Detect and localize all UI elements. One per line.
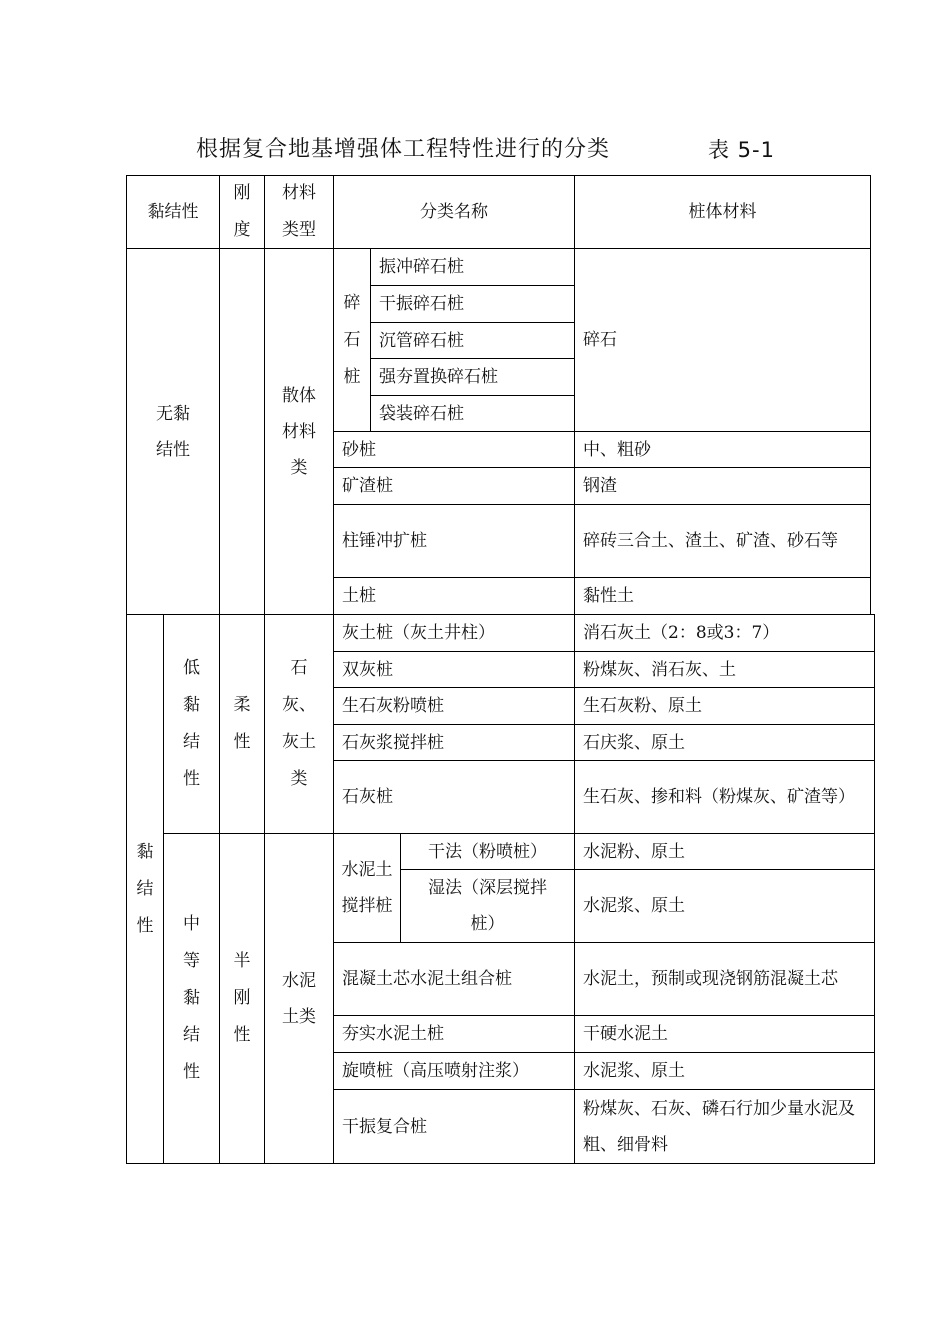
- header-adhesion: 黏结性: [126, 175, 220, 249]
- group1-stiffness-empty: [219, 248, 265, 615]
- table-row-material: 水泥土，预制或现浇钢筋混凝土芯: [574, 942, 875, 1016]
- group1-material-type: 散体材料类: [264, 248, 334, 615]
- table-row-name: 石灰桩: [333, 760, 575, 834]
- mid-stiffness: 半刚性: [219, 833, 265, 1164]
- table-row-name: 干振复合桩: [333, 1089, 575, 1164]
- table-row-name: 砂桩: [333, 431, 575, 468]
- table-row-name: 矿渣桩: [333, 467, 575, 505]
- header-material-type: 材料类型: [264, 175, 334, 249]
- header-category-name: 分类名称: [333, 175, 575, 249]
- gravel-item: 强夯置换碎石桩: [370, 358, 575, 396]
- cement-mixing-pile-label: 水泥土搅拌桩: [333, 833, 401, 943]
- gravel-item: 袋装碎石桩: [370, 395, 575, 432]
- table-row-material: 消石灰土（2：8或3：7）: [574, 614, 875, 652]
- table-row-name: 双灰桩: [333, 651, 575, 688]
- table-row-material: 中、粗砂: [574, 431, 871, 468]
- low-stiffness: 柔性: [219, 614, 265, 834]
- mixing-method: 湿法（深层搅拌桩）: [400, 869, 575, 943]
- table-row-name: 土桩: [333, 577, 575, 615]
- table-row-material: 粉煤灰、石灰、磷石行加少量水泥及粗、细骨料: [574, 1089, 875, 1164]
- table-title: 根据复合地基增强体工程特性进行的分类: [196, 137, 611, 162]
- gravel-item: 干振碎石桩: [370, 285, 575, 323]
- table-row-name: 柱锤冲扩桩: [333, 504, 575, 578]
- table-row-name: 石灰浆搅拌桩: [333, 724, 575, 761]
- low-material-type: 石灰、灰土类: [264, 614, 334, 834]
- gravel-item: 沉管碎石桩: [370, 322, 575, 360]
- table-row-material: 钢渣: [574, 467, 871, 505]
- table-row-name: 生石灰粉喷桩: [333, 687, 575, 725]
- table-row-material: 碎砖三合土、渣土、矿渣、砂石等: [574, 504, 871, 578]
- group2-label: 黏结性: [126, 614, 164, 1164]
- header-pile-material: 桩体材料: [574, 175, 871, 249]
- table-row-material: 生石灰粉、原土: [574, 687, 875, 725]
- group1-label: 无黏结性: [126, 248, 220, 615]
- table-row-name: 夯实水泥土桩: [333, 1015, 575, 1053]
- gravel-item: 振冲碎石桩: [370, 248, 575, 286]
- low-adhesion-label: 低黏结性: [163, 614, 220, 834]
- mid-adhesion-label: 中等黏结性: [163, 833, 220, 1164]
- table-row-material: 生石灰、掺和料（粉煤灰、矿渣等）: [574, 760, 875, 834]
- table-number: 表 5-1: [708, 138, 775, 162]
- gravel-material: 碎石: [574, 248, 871, 432]
- mid-material-type: 水泥土类: [264, 833, 334, 1164]
- table-row-name: 灰土桩（灰土井柱）: [333, 614, 575, 652]
- table-row-name: 混凝土芯水泥土组合桩: [333, 942, 575, 1016]
- table-row-material: 水泥浆、原土: [574, 1052, 875, 1090]
- table-row-name: 旋喷桩（高压喷射注浆）: [333, 1052, 575, 1090]
- mixing-method: 干法（粉喷桩）: [400, 833, 575, 870]
- table-row-material: 石庆浆、原土: [574, 724, 875, 761]
- table-row-material: 干硬水泥土: [574, 1015, 875, 1053]
- table-row-material: 粉煤灰、消石灰、土: [574, 651, 875, 688]
- header-stiffness: 刚度: [219, 175, 265, 249]
- table-row-material: 水泥粉、原土: [574, 833, 875, 870]
- table-row-material: 黏性土: [574, 577, 871, 615]
- gravel-pile-label: 碎石桩: [333, 248, 371, 432]
- table-row-material: 水泥浆、原土: [574, 869, 875, 943]
